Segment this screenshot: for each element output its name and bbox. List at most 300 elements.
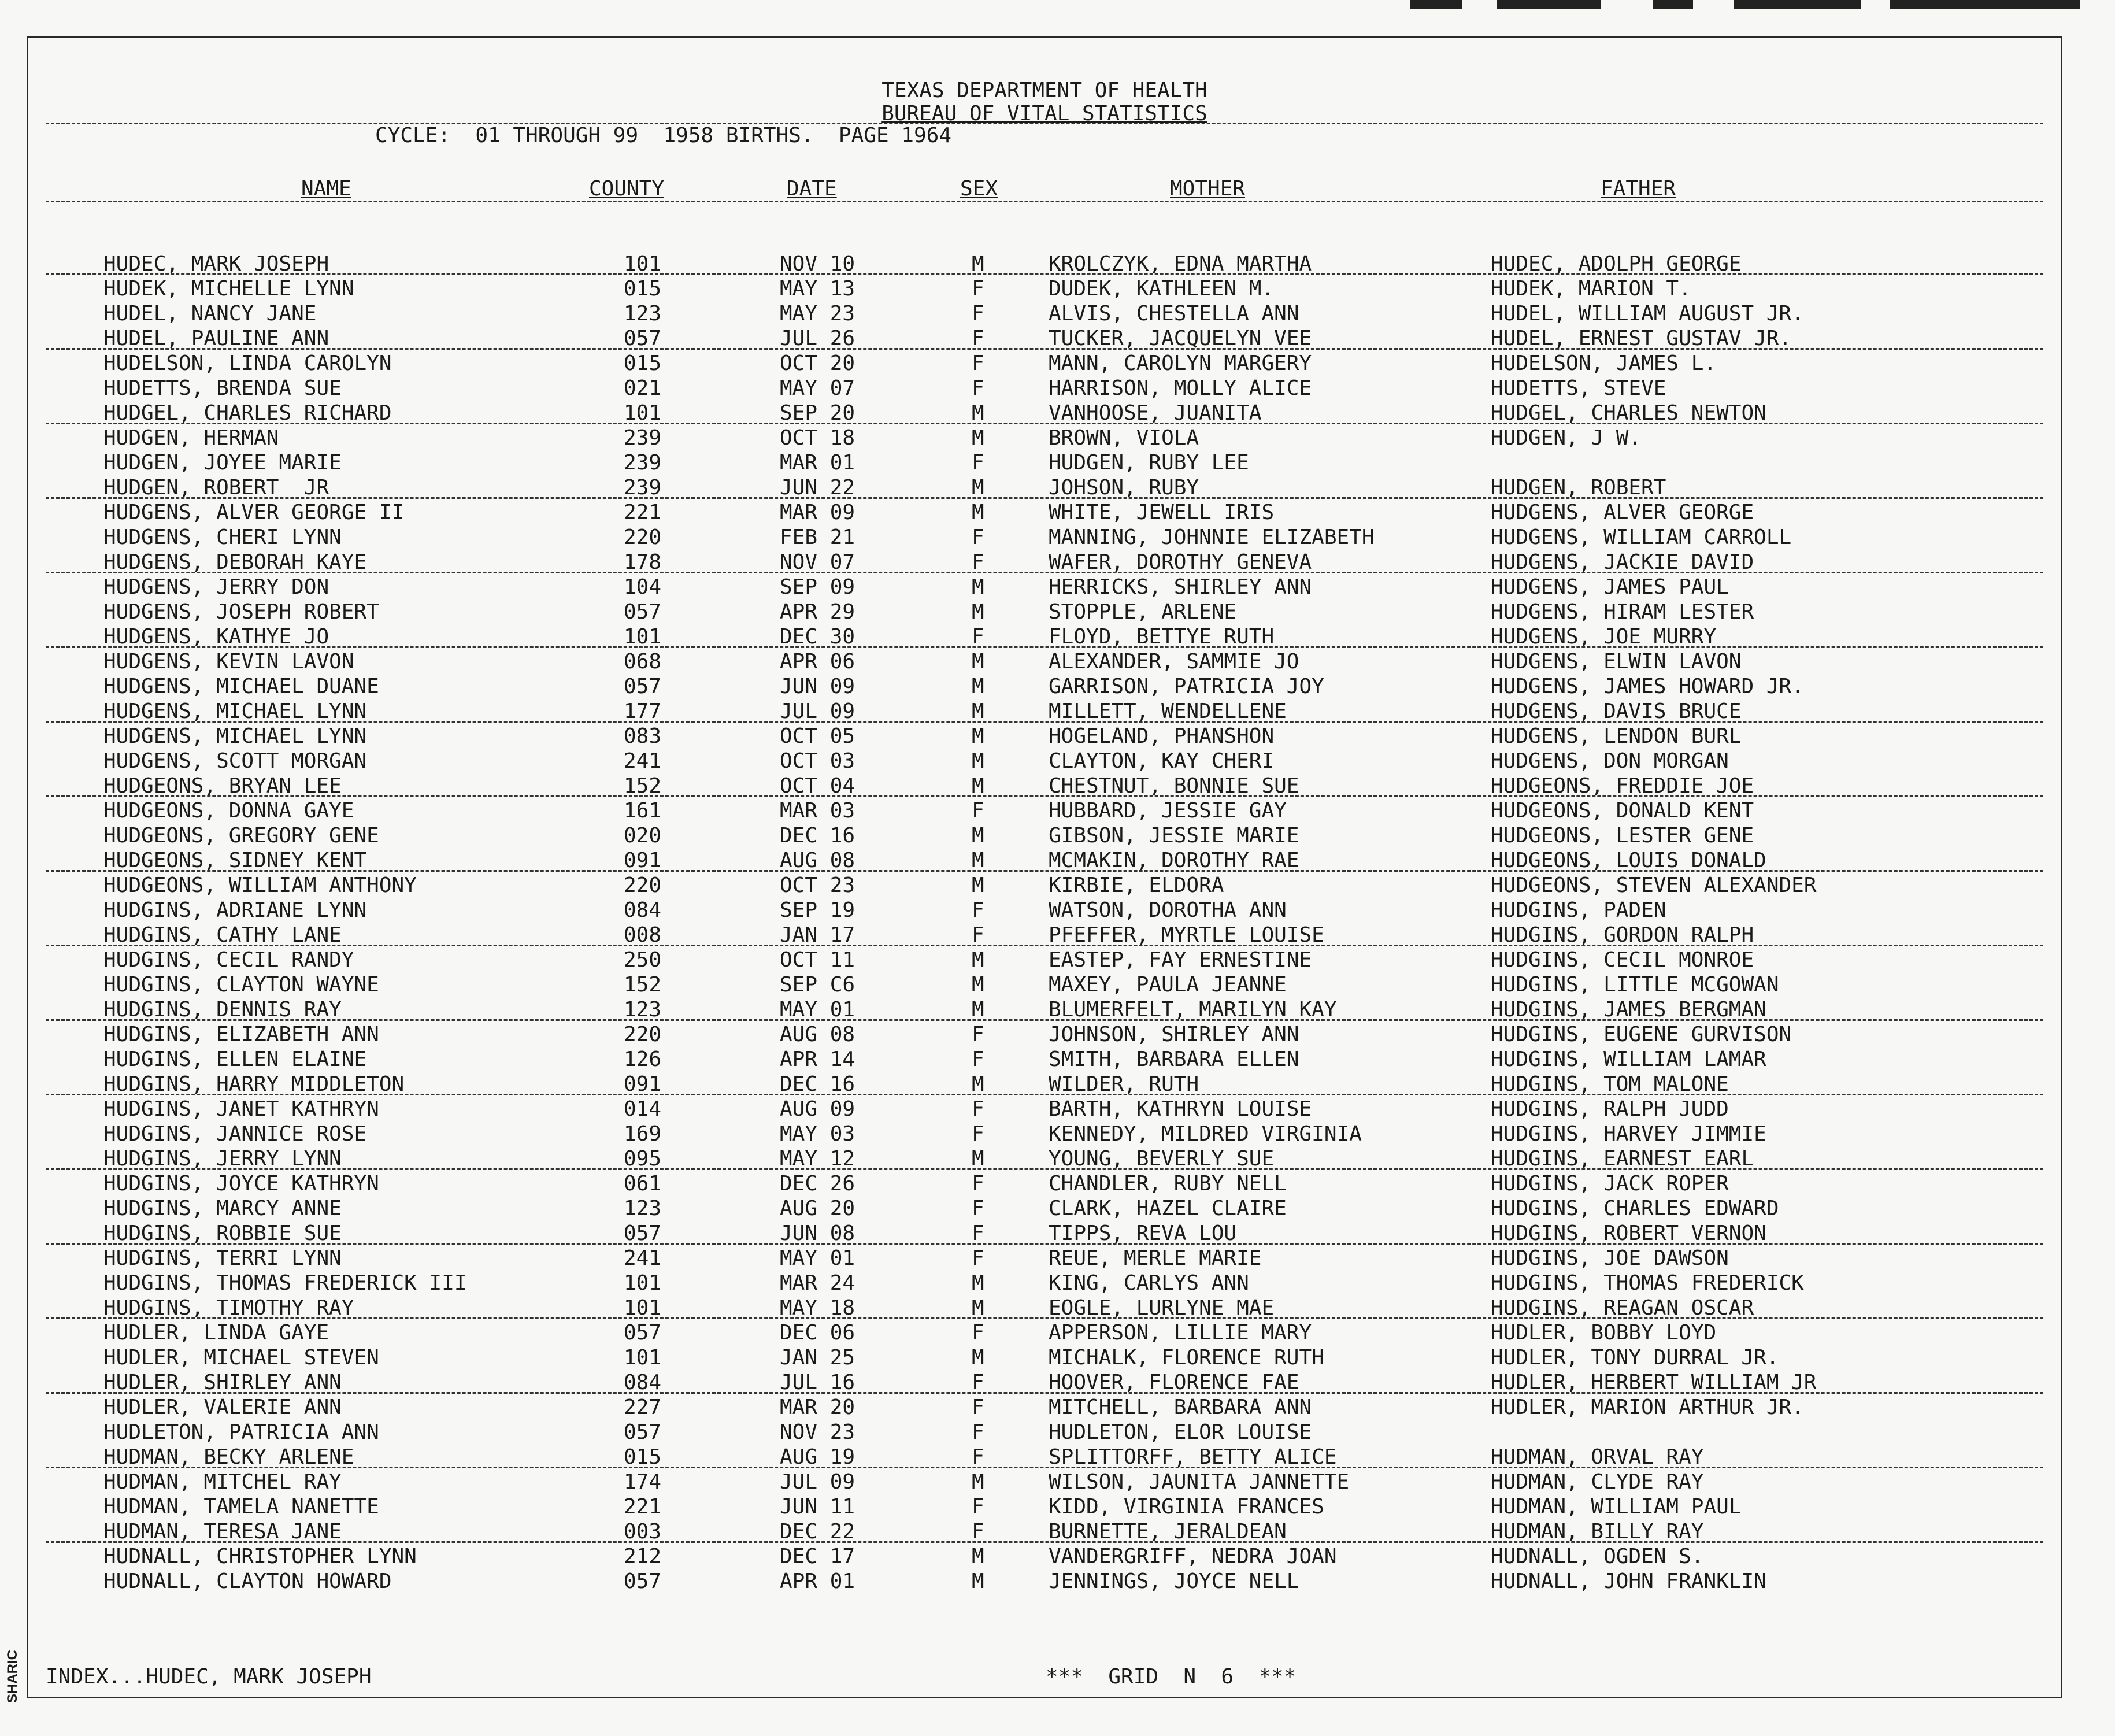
- record-father: HUDGEN, ROBERT: [1491, 476, 1666, 499]
- record-sex: F: [972, 525, 984, 549]
- record-name: HUDGENS, ALVER GEORGE II: [103, 501, 405, 524]
- record-date: OCT 18: [780, 426, 855, 450]
- record-county: 084: [624, 898, 662, 922]
- record-sex: M: [972, 749, 984, 773]
- record-date: AUG 19: [780, 1445, 855, 1469]
- table-row: [28, 773, 2061, 798]
- record-county: 015: [624, 351, 662, 375]
- record-sex: M: [972, 873, 984, 897]
- cycle-line: CYCLE: 01 THROUGH 99 1958 BIRTHS. PAGE 1964: [375, 124, 951, 147]
- record-name: HUDETTS, BRENDA SUE: [103, 376, 342, 400]
- record-father: HUDLER, MARION ARTHUR JR.: [1491, 1396, 1804, 1419]
- table-row: [28, 1320, 2061, 1345]
- record-date: MAY 01: [780, 1246, 855, 1270]
- record-father: HUDGENS, JAMES HOWARD JR.: [1491, 675, 1804, 698]
- record-name: HUDGINS, HARRY MIDDLETON: [103, 1072, 405, 1096]
- record-county: 057: [624, 1420, 662, 1444]
- record-sex: F: [972, 1246, 984, 1270]
- record-county: 020: [624, 824, 662, 847]
- record-father: HUDGEL, CHARLES NEWTON: [1491, 401, 1766, 425]
- record-father: HUDGINS, WILLIAM LAMAR: [1491, 1047, 1766, 1071]
- header-rule: [46, 123, 2043, 124]
- record-date: MAY 01: [780, 998, 855, 1021]
- record-father: HUDNALL, OGDEN S.: [1491, 1545, 1704, 1568]
- record-sex: F: [972, 1172, 984, 1195]
- record-father: HUDGINS, THOMAS FREDERICK: [1491, 1271, 1804, 1295]
- record-father: HUDGENS, ELWIN LAVON: [1491, 650, 1742, 673]
- record-name: HUDEC, MARK JOSEPH: [103, 252, 329, 276]
- record-father: HUDMAN, BILLY RAY: [1491, 1520, 1704, 1543]
- record-father: HUDGENS, JACKIE DAVID: [1491, 550, 1754, 574]
- record-father: HUDGEONS, FREDDIE JOE: [1491, 774, 1754, 798]
- record-mother: MILLETT, WENDELLENE: [1049, 699, 1287, 723]
- table-row: [28, 525, 2061, 550]
- record-county: 061: [624, 1172, 662, 1195]
- record-mother: JOHNSON, SHIRLEY ANN: [1049, 1023, 1299, 1046]
- record-name: HUDGINS, ELIZABETH ANN: [103, 1023, 379, 1046]
- record-county: 212: [624, 1545, 662, 1568]
- record-name: HUDGINS, CATHY LANE: [103, 923, 342, 947]
- table-row: [28, 251, 2061, 276]
- record-father: HUDGINS, EARNEST EARL: [1491, 1147, 1754, 1171]
- table-row: [28, 848, 2061, 873]
- record-sex: F: [972, 302, 984, 325]
- record-name: HUDGEONS, GREGORY GENE: [103, 824, 379, 847]
- record-date: JUN 11: [780, 1495, 855, 1519]
- table-row: [28, 972, 2061, 997]
- record-sex: M: [972, 501, 984, 524]
- record-county: 221: [624, 501, 662, 524]
- record-mother: JENNINGS, JOYCE NELL: [1049, 1570, 1299, 1593]
- record-name: HUDGINS, ELLEN ELAINE: [103, 1047, 367, 1071]
- record-father: HUDGINS, ROBERT VERNON: [1491, 1222, 1766, 1245]
- record-date: JUN 08: [780, 1222, 855, 1245]
- record-mother: CLAYTON, KAY CHERI: [1049, 749, 1275, 773]
- record-sex: M: [972, 724, 984, 748]
- record-father: HUDGENS, DON MORGAN: [1491, 749, 1729, 773]
- record-sex: M: [972, 476, 984, 499]
- record-date: SEP 20: [780, 401, 855, 425]
- record-father: HUDGINS, RALPH JUDD: [1491, 1097, 1729, 1121]
- table-row: [28, 1221, 2061, 1246]
- record-father: HUDGINS, REAGAN OSCAR: [1491, 1296, 1754, 1320]
- record-date: OCT 20: [780, 351, 855, 375]
- record-date: FEB 21: [780, 525, 855, 549]
- record-date: MAR 01: [780, 451, 855, 475]
- table-row: [28, 624, 2061, 649]
- table-row: [28, 450, 2061, 475]
- record-sex: F: [972, 376, 984, 400]
- record-sex: M: [972, 699, 984, 723]
- record-father: HUDGEONS, LESTER GENE: [1491, 824, 1754, 847]
- record-name: HUDGEONS, DONNA GAYE: [103, 799, 354, 823]
- record-date: MAY 03: [780, 1122, 855, 1146]
- record-mother: STOPPLE, ARLENE: [1049, 600, 1237, 624]
- table-row: [28, 674, 2061, 699]
- record-mother: HERRICKS, SHIRLEY ANN: [1049, 575, 1312, 599]
- record-name: HUDGENS, DEBORAH KAYE: [103, 550, 367, 574]
- table-row: [28, 1519, 2061, 1544]
- record-name: HUDGINS, TIMOTHY RAY: [103, 1296, 354, 1320]
- record-mother: HUBBARD, JESSIE GAY: [1049, 799, 1287, 823]
- column-header-father: FATHER: [1601, 177, 1676, 201]
- record-date: JUL 09: [780, 699, 855, 723]
- record-date: MAR 24: [780, 1271, 855, 1295]
- record-name: HUDGINS, JANET KATHRYN: [103, 1097, 379, 1121]
- record-county: 014: [624, 1097, 662, 1121]
- record-name: HUDNALL, CHRISTOPHER LYNN: [103, 1545, 417, 1568]
- record-county: 083: [624, 724, 662, 748]
- record-mother: ALVIS, CHESTELLA ANN: [1049, 302, 1299, 325]
- record-county: 220: [624, 1023, 662, 1046]
- record-mother: CHESTNUT, BONNIE SUE: [1049, 774, 1299, 798]
- side-stamp: SHARIC: [5, 1649, 20, 1704]
- record-father: HUDETTS, STEVE: [1491, 376, 1666, 400]
- record-sex: M: [972, 1072, 984, 1096]
- record-mother: EOGLE, LURLYNE MAE: [1049, 1296, 1275, 1320]
- record-mother: HUDLETON, ELOR LOUISE: [1049, 1420, 1312, 1444]
- record-mother: BARTH, KATHRYN LOUISE: [1049, 1097, 1312, 1121]
- record-sex: M: [972, 252, 984, 276]
- record-county: 177: [624, 699, 662, 723]
- record-date: AUG 08: [780, 849, 855, 872]
- record-sex: F: [972, 1321, 984, 1345]
- record-sex: M: [972, 1346, 984, 1369]
- record-mother: GARRISON, PATRICIA JOY: [1049, 675, 1324, 698]
- table-row: [28, 401, 2061, 425]
- record-mother: JOHSON, RUBY: [1049, 476, 1199, 499]
- record-name: HUDMAN, MITCHEL RAY: [103, 1470, 342, 1494]
- table-row: [28, 1295, 2061, 1320]
- record-sex: M: [972, 426, 984, 450]
- record-father: HUDGINS, JOE DAWSON: [1491, 1246, 1729, 1270]
- record-county: 015: [624, 277, 662, 301]
- record-name: HUDGENS, KATHYE JO: [103, 625, 329, 649]
- record-sex: F: [972, 1097, 984, 1121]
- record-father: HUDGINS, LITTLE MCGOWAN: [1491, 973, 1779, 997]
- record-county: 101: [624, 401, 662, 425]
- record-name: HUDGEN, ROBERT JR: [103, 476, 329, 499]
- record-date: APR 06: [780, 650, 855, 673]
- record-date: DEC 26: [780, 1172, 855, 1195]
- agency-title: TEXAS DEPARTMENT OF HEALTH: [881, 79, 1207, 102]
- table-row: [28, 898, 2061, 923]
- record-mother: HARRISON, MOLLY ALICE: [1049, 376, 1312, 400]
- record-date: NOV 10: [780, 252, 855, 276]
- record-name: HUDGINS, ADRIANE LYNN: [103, 898, 367, 922]
- table-row: [28, 1445, 2061, 1470]
- record-county: 057: [624, 327, 662, 350]
- record-father: HUDGINS, TOM MALONE: [1491, 1072, 1729, 1096]
- record-sex: F: [972, 451, 984, 475]
- record-father: HUDGINS, HARVEY JIMMIE: [1491, 1122, 1766, 1146]
- table-row: [28, 947, 2061, 972]
- record-county: 084: [624, 1371, 662, 1394]
- record-sex: M: [972, 1296, 984, 1320]
- record-county: 057: [624, 600, 662, 624]
- record-name: HUDGINS, JERRY LYNN: [103, 1147, 342, 1171]
- table-row: [28, 1470, 2061, 1494]
- record-mother: CLARK, HAZEL CLAIRE: [1049, 1197, 1287, 1220]
- record-county: 095: [624, 1147, 662, 1171]
- record-date: SEP 09: [780, 575, 855, 599]
- record-sex: F: [972, 1396, 984, 1419]
- record-county: 123: [624, 998, 662, 1021]
- record-name: HUDGEN, HERMAN: [103, 426, 279, 450]
- record-father: HUDGINS, PADEN: [1491, 898, 1666, 922]
- record-date: APR 29: [780, 600, 855, 624]
- record-name: HUDEL, NANCY JANE: [103, 302, 317, 325]
- record-name: HUDGINS, CLAYTON WAYNE: [103, 973, 379, 997]
- record-name: HUDGINS, JOYCE KATHRYN: [103, 1172, 379, 1195]
- record-sex: M: [972, 774, 984, 798]
- record-mother: KING, CARLYS ANN: [1049, 1271, 1249, 1295]
- record-mother: MAXEY, PAULA JEANNE: [1049, 973, 1287, 997]
- record-mother: DUDEK, KATHLEEN M.: [1049, 277, 1275, 301]
- record-father: HUDGENS, LENDON BURL: [1491, 724, 1742, 748]
- table-row: [28, 276, 2061, 301]
- record-sex: M: [972, 849, 984, 872]
- record-mother: WAFER, DOROTHY GENEVA: [1049, 550, 1312, 574]
- record-name: HUDGENS, JERRY DON: [103, 575, 329, 599]
- record-sex: F: [972, 1023, 984, 1046]
- column-header-date: DATE: [787, 177, 837, 201]
- record-mother: HUDGEN, RUBY LEE: [1049, 451, 1249, 475]
- record-date: JUL 09: [780, 1470, 855, 1494]
- report-sheet: [27, 36, 2062, 1698]
- record-date: NOV 07: [780, 550, 855, 574]
- bureau-title: BUREAU OF VITAL STATISTICS: [881, 102, 1207, 125]
- record-mother: FLOYD, BETTYE RUTH: [1049, 625, 1275, 649]
- record-sex: F: [972, 1420, 984, 1444]
- record-father: HUDLER, BOBBY LOYD: [1491, 1321, 1717, 1345]
- record-father: HUDNALL, JOHN FRANKLIN: [1491, 1570, 1766, 1593]
- record-name: HUDGINS, TERRI LYNN: [103, 1246, 342, 1270]
- record-name: HUDGINS, CECIL RANDY: [103, 948, 354, 972]
- record-mother: HOGELAND, PHANSHON: [1049, 724, 1275, 748]
- record-sex: F: [972, 1197, 984, 1220]
- record-sex: M: [972, 973, 984, 997]
- record-mother: ALEXANDER, SAMMIE JO: [1049, 650, 1299, 673]
- record-mother: MCMAKIN, DOROTHY RAE: [1049, 849, 1299, 872]
- record-name: HUDGENS, MICHAEL LYNN: [103, 699, 367, 723]
- record-date: MAR 09: [780, 501, 855, 524]
- table-row: [28, 1345, 2061, 1370]
- record-mother: BROWN, VIOLA: [1049, 426, 1199, 450]
- record-mother: SMITH, BARBARA ELLEN: [1049, 1047, 1299, 1071]
- record-name: HUDMAN, BECKY ARLENE: [103, 1445, 354, 1469]
- record-name: HUDLER, MICHAEL STEVEN: [103, 1346, 379, 1369]
- table-row: [28, 1494, 2061, 1519]
- record-father: HUDEL, WILLIAM AUGUST JR.: [1491, 302, 1804, 325]
- column-header-sex: SEX: [960, 177, 998, 201]
- record-date: AUG 20: [780, 1197, 855, 1220]
- record-mother: MICHALK, FLORENCE RUTH: [1049, 1346, 1324, 1369]
- record-name: HUDGENS, KEVIN LAVON: [103, 650, 354, 673]
- record-name: HUDMAN, TERESA JANE: [103, 1520, 342, 1543]
- record-father: HUDGENS, JAMES PAUL: [1491, 575, 1729, 599]
- grid-footer: *** GRID N 6 ***: [1046, 1665, 1297, 1689]
- record-date: DEC 06: [780, 1321, 855, 1345]
- record-sex: M: [972, 1570, 984, 1593]
- record-mother: KENNEDY, MILDRED VIRGINIA: [1049, 1122, 1362, 1146]
- record-mother: WILSON, JAUNITA JANNETTE: [1049, 1470, 1350, 1494]
- record-county: 101: [624, 1346, 662, 1369]
- table-row: [28, 301, 2061, 326]
- table-row: [28, 1370, 2061, 1395]
- record-father: HUDGENS, DAVIS BRUCE: [1491, 699, 1742, 723]
- record-date: NOV 23: [780, 1420, 855, 1444]
- record-date: MAR 03: [780, 799, 855, 823]
- record-sex: M: [972, 1147, 984, 1171]
- record-sex: M: [972, 401, 984, 425]
- record-date: JUN 09: [780, 675, 855, 698]
- record-father: HUDEK, MARION T.: [1491, 277, 1691, 301]
- record-date: MAY 07: [780, 376, 855, 400]
- record-name: HUDNALL, CLAYTON HOWARD: [103, 1570, 392, 1593]
- table-row: [28, 1146, 2061, 1171]
- record-father: HUDLER, HERBERT WILLIAM JR: [1491, 1371, 1817, 1394]
- record-father: HUDMAN, ORVAL RAY: [1491, 1445, 1704, 1469]
- record-sex: F: [972, 898, 984, 922]
- record-mother: MANN, CAROLYN MARGERY: [1049, 351, 1312, 375]
- record-date: JUN 22: [780, 476, 855, 499]
- table-row: [28, 1171, 2061, 1196]
- table-row: [28, 823, 2061, 848]
- record-father: HUDGENS, WILLIAM CARROLL: [1491, 525, 1792, 549]
- table-row: [28, 1420, 2061, 1445]
- record-father: HUDGEONS, STEVEN ALEXANDER: [1491, 873, 1817, 897]
- record-county: 091: [624, 1072, 662, 1096]
- record-mother: WHITE, JEWELL IRIS: [1049, 501, 1275, 524]
- record-father: HUDGEN, J W.: [1491, 426, 1642, 450]
- table-row: [28, 923, 2061, 947]
- record-county: 057: [624, 675, 662, 698]
- record-county: 152: [624, 973, 662, 997]
- record-county: 057: [624, 1570, 662, 1593]
- table-row: [28, 1047, 2061, 1072]
- record-mother: TUCKER, JACQUELYN VEE: [1049, 327, 1312, 350]
- record-father: HUDGINS, JACK ROPER: [1491, 1172, 1729, 1195]
- record-mother: KIRBIE, ELDORA: [1049, 873, 1224, 897]
- record-mother: BURNETTE, JERALDEAN: [1049, 1520, 1287, 1543]
- table-row: [28, 500, 2061, 525]
- record-date: DEC 22: [780, 1520, 855, 1543]
- record-date: MAY 12: [780, 1147, 855, 1171]
- record-county: 101: [624, 1271, 662, 1295]
- record-county: 101: [624, 1296, 662, 1320]
- record-mother: MITCHELL, BARBARA ANN: [1049, 1396, 1312, 1419]
- record-name: HUDGEONS, WILLIAM ANTHONY: [103, 873, 417, 897]
- record-county: 178: [624, 550, 662, 574]
- record-date: OCT 04: [780, 774, 855, 798]
- record-mother: YOUNG, BEVERLY SUE: [1049, 1147, 1275, 1171]
- table-row: [28, 1196, 2061, 1221]
- corner-registration-marks: [1410, 0, 2103, 13]
- table-row: [28, 351, 2061, 376]
- record-county: 227: [624, 1396, 662, 1419]
- table-row: [28, 1569, 2061, 1594]
- record-county: 003: [624, 1520, 662, 1543]
- table-row: [28, 649, 2061, 674]
- record-father: HUDGENS, HIRAM LESTER: [1491, 600, 1754, 624]
- record-sex: F: [972, 1122, 984, 1146]
- record-mother: APPERSON, LILLIE MARY: [1049, 1321, 1312, 1345]
- records-list: [28, 251, 2061, 1594]
- record-sex: M: [972, 1545, 984, 1568]
- record-father: HUDMAN, CLYDE RAY: [1491, 1470, 1704, 1494]
- record-county: 239: [624, 451, 662, 475]
- record-name: HUDELSON, LINDA CAROLYN: [103, 351, 392, 375]
- record-county: 057: [624, 1321, 662, 1345]
- record-date: OCT 03: [780, 749, 855, 773]
- record-name: HUDGENS, MICHAEL DUANE: [103, 675, 379, 698]
- record-name: HUDEK, MICHELLE LYNN: [103, 277, 354, 301]
- record-father: HUDLER, TONY DURRAL JR.: [1491, 1346, 1779, 1369]
- table-row: [28, 1544, 2061, 1569]
- record-mother: PFEFFER, MYRTLE LOUISE: [1049, 923, 1324, 947]
- record-county: 220: [624, 873, 662, 897]
- table-row: [28, 575, 2061, 599]
- record-name: HUDGINS, ROBBIE SUE: [103, 1222, 342, 1245]
- record-county: 123: [624, 302, 662, 325]
- record-date: JAN 17: [780, 923, 855, 947]
- record-father: HUDGINS, GORDON RALPH: [1491, 923, 1754, 947]
- record-sex: F: [972, 550, 984, 574]
- table-row: [28, 599, 2061, 624]
- record-name: HUDLER, VALERIE ANN: [103, 1396, 342, 1419]
- record-mother: KROLCZYK, EDNA MARTHA: [1049, 252, 1312, 276]
- record-mother: CHANDLER, RUBY NELL: [1049, 1172, 1287, 1195]
- record-name: HUDEL, PAULINE ANN: [103, 327, 329, 350]
- record-date: AUG 08: [780, 1023, 855, 1046]
- record-date: APR 01: [780, 1570, 855, 1593]
- record-sex: M: [972, 948, 984, 972]
- record-sex: M: [972, 998, 984, 1021]
- column-header-rule: [46, 201, 2043, 202]
- record-date: JAN 25: [780, 1346, 855, 1369]
- record-county: 008: [624, 923, 662, 947]
- record-sex: F: [972, 923, 984, 947]
- record-mother: KIDD, VIRGINIA FRANCES: [1049, 1495, 1324, 1519]
- record-mother: SPLITTORFF, BETTY ALICE: [1049, 1445, 1337, 1469]
- record-county: 241: [624, 749, 662, 773]
- table-row: [28, 997, 2061, 1022]
- record-father: HUDEL, ERNEST GUSTAV JR.: [1491, 327, 1792, 350]
- table-row: [28, 376, 2061, 401]
- record-county: 123: [624, 1197, 662, 1220]
- table-row: [28, 425, 2061, 450]
- record-mother: TIPPS, REVA LOU: [1049, 1222, 1237, 1245]
- record-sex: F: [972, 1371, 984, 1394]
- record-father: HUDGINS, CECIL MONROE: [1491, 948, 1754, 972]
- record-name: HUDGENS, SCOTT MORGAN: [103, 749, 367, 773]
- record-sex: M: [972, 600, 984, 624]
- record-date: JUL 16: [780, 1371, 855, 1394]
- record-county: 221: [624, 1495, 662, 1519]
- record-mother: EASTEP, FAY ERNESTINE: [1049, 948, 1312, 972]
- record-mother: VANDERGRIFF, NEDRA JOAN: [1049, 1545, 1337, 1568]
- record-date: SEP 19: [780, 898, 855, 922]
- record-sex: M: [972, 1271, 984, 1295]
- record-father: HUDEC, ADOLPH GEORGE: [1491, 252, 1742, 276]
- record-date: MAY 23: [780, 302, 855, 325]
- record-county: 015: [624, 1445, 662, 1469]
- record-county: 239: [624, 426, 662, 450]
- record-sex: F: [972, 351, 984, 375]
- record-county: 101: [624, 252, 662, 276]
- record-name: HUDGINS, MARCY ANNE: [103, 1197, 342, 1220]
